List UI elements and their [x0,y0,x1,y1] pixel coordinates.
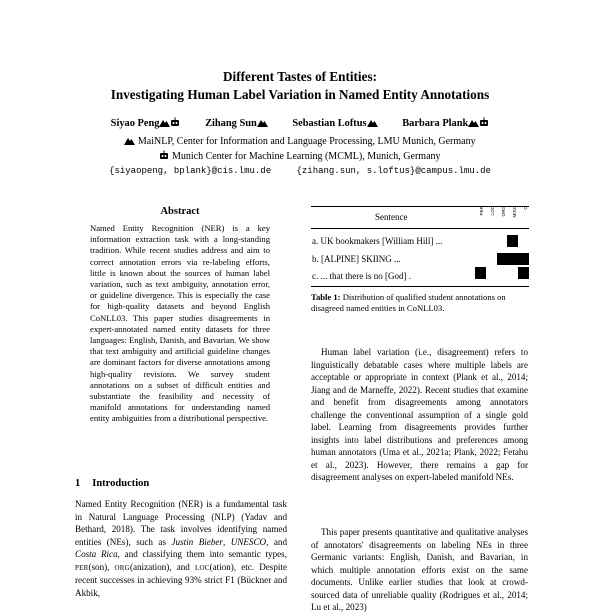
mountain-icon [367,118,378,127]
robot-icon [479,117,489,127]
paper-title-line1: Different Tastes of Entities: [223,69,377,84]
email-2[interactable]: {zihang.sun, s.loftus}@campus.lmu.de [296,166,491,176]
entity-type-loc: LOC [194,563,210,572]
table-header-sentence: Sentence [375,212,408,222]
entity-type-per: PER [75,563,89,572]
column-label-org: ORG [501,206,506,217]
mountain-icon [124,136,135,145]
affiliation-2: Munich Center for Machine Learning (MCML), Munich, Germany [0,150,600,163]
author: Zihang Sun [205,118,268,129]
author-list [0,117,600,129]
heatmap-cell [475,267,486,279]
column-label-o: O [523,206,528,210]
table-row-label: c. ... that there is no [God] . [312,271,411,281]
caption-label: Table 1: [311,292,341,302]
author: Sebastian Loftus [292,118,377,129]
column-label-per: PER [479,206,484,216]
heatmap-cell [507,253,518,265]
heatmap-cell [497,235,508,247]
table-bottom-rule [311,286,529,287]
heatmap-cell [518,235,529,247]
author: Siyao Peng [111,118,181,129]
example-entity: Justin Bieber [171,536,223,547]
heatmap-cell [475,253,486,265]
heatmap-cell [486,235,497,247]
table-row-label: a. UK bookmakers [William Hill] ... [312,236,443,246]
mountain-icon [468,118,479,127]
column-label-misc: MISC [512,206,517,218]
table-row-label: b. [ALPINE] SKIING ... [312,254,401,264]
table-row-grid [475,267,529,279]
affiliation-1: MaiNLP, Center for Information and Language Processing, LMU Munich, Germany [0,135,600,148]
heatmap-cell [486,267,497,279]
heatmap-cell [518,267,529,279]
heatmap-cell [507,267,518,279]
heatmap-cell [497,267,508,279]
author: Barbara Plank [402,118,489,129]
table-row-grid [475,235,529,247]
section-heading-introduction [75,478,149,489]
heatmap-cell [475,235,486,247]
email-1[interactable]: {siyaopeng, bplank}@cis.lmu.de [109,166,272,176]
section-title: Introduction [92,478,150,489]
table-top-rule [311,206,529,207]
example-entity: Costa Rica [75,549,118,559]
table-caption: Table 1: Distribution of qualified student annotations on disagreed named entities in CoNLL03. [311,292,506,313]
heatmap-cell [507,235,518,247]
mountain-icon [257,118,268,127]
heatmap-cell [486,253,497,265]
abstract-text: Named Entity Recognition (NER) is a key information extraction task with a long-standing tradition. While recent studies address and aim to correct annotation errors via re-labeling efforts, little is known about the sources of human label variation, such as text ambiguity, annotation error, or guideline divergence. This is especially the case for high-quality datasets and beyond English CoNLL03. This paper studies disagreements in expert-annotated named entity datasets for three languages: English, Danish, and Bavarian. We show that text ambiguity and artificial guideline changes are dominant factors for diverse annotations among high-quality revisions. We survey student annotations on a subset of difficult entities and substantiate the feasibility and necessity of manifold annotations for understanding named entity ambiguities from a distributional perspective. [90,223,270,424]
heatmap-cell [497,253,508,265]
intro-paragraph: Named Entity Recognition (NER) is a fundamental task in Natural Language Processing (NLP) (Yadav and Bethard, 2018). The task involves identifying named entities (NEs), such as Justin Bieber, UNESCO, and Costa Rica, and classifying them into semantic types, PER(son), ORG(anization), and LOC(ation), etc. Despite recent successes in achieving 93% strict F1 (Bückner and Akbik, [75,499,288,598]
entity-type-org: ORG [114,563,130,572]
abstract-heading: Abstract [160,206,200,217]
emails [0,166,600,176]
heatmap-cell [518,253,529,265]
table-header-rule [311,228,529,229]
right-paragraph-2: This paper presents quantitative and qualitative analyses of annotators' disagreements on labeling NEs in three Germanic variants: English, Danish, and Bavarian, in which multiple annotation efforts exist on the same documents. Unlike earlier studies that look at crowd-sourced data of unreliable quality (Rodrigues et al., 2014; Lu et al., 2023) [311,527,528,612]
example-entity: UNESCO [230,536,267,547]
section-number: 1 [75,478,81,489]
mountain-icon [159,118,170,127]
column-label-loc: LOC [490,206,495,216]
robot-icon [170,117,180,127]
right-paragraph-1: Human label variation (i.e., disagreement) refers to linguistically debatable cases where multiple labels are acceptable or appropriate in context (Plank et al., 2014; Jiang and de Marneffe, 2022). Recent studies that examine and benefit from disagreements among annotators challenge the conventional assumption of a single gold label. Learning from disagreements provides further insights into label distributions and preferences among human annotators (Uma et al., 2021a; Plank, 2022; Fetahu et al., 2023). However, there remains a gap for disagreement analyses on expert-labeled manifold NEs. [311,347,528,482]
paper-title-line2: Investigating Human Label Variation in Named Entity Annotations [110,87,490,102]
robot-icon [159,150,169,160]
table-row-grid [475,253,529,265]
